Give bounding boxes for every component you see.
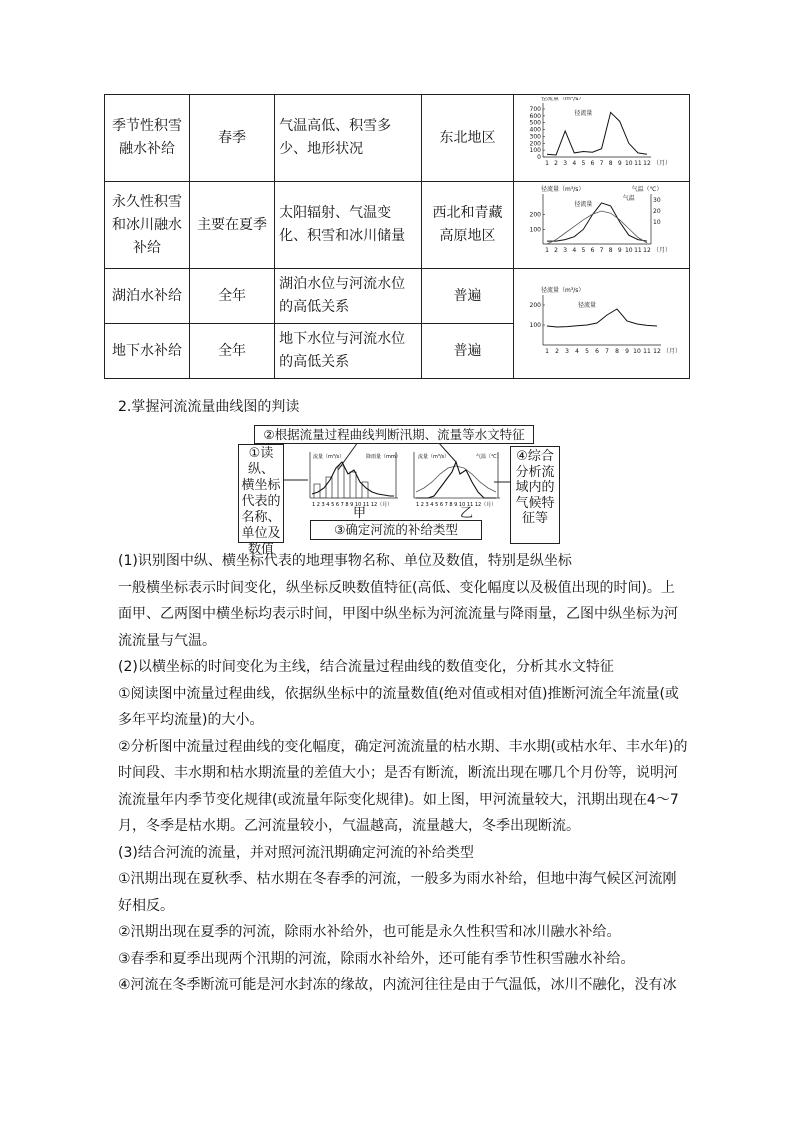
box-line: 代表的 [241,494,281,509]
series-line [547,211,647,244]
box-line: 征等 [521,511,548,526]
y-tick-label: 0 [537,154,542,161]
region-cell: 普遍 [422,269,513,324]
x-tick-label: 3 [565,347,570,355]
x-tick-label: 5 [581,160,586,167]
x-axis-label: （月） [653,247,672,254]
supply-type-cell: 季节性积雪融水补给 [105,95,190,182]
region-cell: 东北地区 [422,95,513,182]
temperature-line [416,466,496,492]
y-tick-label: 200 [529,140,542,148]
box-line: 名称、 [241,510,281,525]
box-line: ④综合 [516,449,554,464]
paragraph: 一般横坐标表示时间变化，纵坐标反映数值特征(高低、变化幅度以及极值出现的时间)。上面甲、乙两图中横坐标均表示时间，甲图中纵坐标为河流流量与降雨量，乙图中纵坐标为河流流量与气温。 [118,579,678,649]
x-tick-label: 12 [643,160,652,167]
season-cell: 全年 [190,269,275,324]
x-tick-label: 12 [643,247,652,254]
x-tick-label: 11 [634,247,643,254]
season-cell: 主要在夏季 [190,182,275,269]
x-tick-label: 10 [625,160,633,167]
supply-type-cell: 永久性积雪和冰川融水补给 [105,182,190,269]
region-cell: 普遍 [422,324,513,379]
seasonal-snow-runoff-chart [521,97,681,171]
factors-cell: 气温高低、积雪多少、地形状况 [275,95,422,182]
y2-tick-label: 30 [653,197,661,204]
series-line [547,309,657,327]
factors-cell: 地下水位与河流水位的高低关系 [275,324,422,379]
x-tick-label: 10 [625,247,633,254]
supply-type-cell: 地下水补给 [105,324,190,379]
series-name-label: 气温 [623,195,636,202]
box-line: 气候特 [515,495,555,511]
paragraph: ④河流在冬季断流可能是河水封冻的缘故，内流河往往是由于气温低，冰川不融化，没有冰 [118,977,677,993]
region-cell: 西北和青藏高原地区 [422,182,513,269]
x-tick-label: 3 [563,160,568,167]
box-line: 分析流 [515,464,555,480]
supply-type-cell: 湖泊水补给 [105,269,190,324]
body-text [118,548,688,999]
x-tick-label: 8 [615,347,620,355]
x-tick-label: 9 [618,247,622,254]
box-line: 单位及 [241,526,281,541]
chart-label-jia: 甲 [353,506,367,521]
y-tick-label: 100 [529,147,542,155]
y-tick-label: 200 [529,211,542,219]
chart-cell [513,182,689,269]
y2-axis-label: 气温（℃） [631,186,663,193]
paragraph: ②分析图中流量过程曲线的变化幅度，确定河流流量的枯水期、丰水期(或枯水年、丰水年)的时间段、丰水期和枯水期流量的差值大小；是否有断流，断流出现在哪几个月份等，说明河流流量年内季节变化规律(或流量年际变化规律)。如上图，甲河流量较大，汛期出现在4～7月，冬季是枯水期。乙河流量较小，气温越高，流量越大，冬季出现断流。 [118,738,688,834]
x-tick-label: 6 [595,347,600,355]
y-tick-label: 200 [529,301,542,309]
axis-label-text: 流量（m³/s） [313,454,345,460]
x-tick-label: 4 [572,160,577,167]
x-tick-label: 9 [618,160,622,167]
x-tick-label: 4 [572,247,577,254]
x-tick-label: 2 [554,160,559,167]
x-tick-label: 3 [563,247,568,254]
x-tick-label: 11 [634,160,643,167]
box-line: 域内的 [515,480,555,495]
factors-cell: 湖泊水位与河流水位的高低关系 [275,269,422,324]
series-line [547,112,647,155]
axis-ticks-text: 1 2 3 4 5 6 7 8 9 10 11 12（月） [416,502,497,508]
paragraph: (2)以横坐标的时间变化为主线，结合流量过程曲线的数值变化，分析其水文特征 [118,659,614,675]
x-tick-label: 1 [545,347,550,355]
x-tick-label: 7 [599,247,604,254]
x-tick-label: 9 [625,347,630,355]
factors-cell: 太阳辐射、气温变化、积雪和冰川储量 [275,182,422,269]
y-axis-label: 径流量（m³/s） [541,286,585,294]
y-tick-label: 500 [529,119,542,127]
table-row [105,95,690,182]
axis-label-text: 流量（m³/s） [418,454,450,460]
series-name-label: 径流量 [574,110,593,117]
x-tick-label: 7 [605,347,610,355]
x-tick-label: 6 [590,160,595,167]
x-tick-label: 1 [545,247,550,254]
x-tick-label: 8 [609,160,613,167]
section-heading: 2.掌握河流流量曲线图的判读 [118,399,300,415]
chart-cell [513,95,689,182]
x-tick-label: 2 [554,247,559,254]
x-tick-label: 6 [590,247,595,254]
y-tick-label: 400 [529,126,542,134]
y-axis-label: 径流量（m³/s） [541,186,585,193]
step2-box: ②根据流量过程曲线判断汛期、流量等水文特征 [254,425,534,444]
y-tick-label: 100 [529,321,542,329]
x-axis-label: （月） [653,160,672,167]
step1-box [238,444,284,557]
y2-tick-label: 20 [653,208,661,215]
box-line: 数值 [247,542,274,557]
y-tick-label: 700 [529,106,542,113]
x-tick-label: 2 [555,347,560,355]
box-line: 横坐标 [241,478,281,493]
x-tick-label: 1 [545,160,550,167]
table-row [105,269,690,324]
glacier-runoff-chart [521,184,681,258]
paragraph: ①汛期出现在夏秋季、枯水期在冬春季的河流，一般多为雨水补给，但地中海气候区河流刚好相反。 [118,871,677,914]
supply-type-table [104,94,690,379]
x-tick-label: 5 [585,347,590,355]
box-line: ①读纵、 [247,446,274,477]
x-tick-label: 7 [599,160,604,167]
x-tick-label: 5 [581,247,586,254]
chart-label-yi: 乙 [460,506,474,521]
hydrograph-reading-figure [238,422,560,557]
lake-groundwater-runoff-chart [521,277,681,363]
y-tick-label: 300 [529,133,542,141]
chart-cell [513,269,689,379]
x-tick-label: 12 [653,347,662,355]
step3-box: ③确定河流的补给类型 [310,520,482,540]
paragraph: ③春季和夏季出现两个汛期的河流，除雨水补给外，还可能有季节性积雪融水补给。 [118,950,635,967]
axis-ticks-text: 1 2 3 4 5 6 7 8 9 10 11 12（月） [312,502,393,508]
y2-tick-label: 10 [653,219,661,226]
axis-label-text: 气温（℃） [476,454,502,460]
step4-box [510,446,560,544]
table-row [105,182,690,269]
x-tick-label: 4 [575,347,580,355]
paragraph: ②汛期出现在夏季的河流，除雨水补给外，也可能是永久性积雪和冰川融水补给。 [118,924,621,940]
series-name-label: 径流量 [578,301,597,309]
runoff-line [416,462,496,498]
season-cell: 春季 [190,95,275,182]
x-tick-label: 11 [643,347,652,355]
x-axis-label: （月） [663,347,682,355]
paragraph: (3)结合河流的流量，并对照河流汛期确定河流的补给类型 [118,844,474,861]
y-axis-label: 径流量（m³/s） [541,97,585,102]
paragraph: ①阅读图中流量过程曲线，依据纵坐标中的流量数值(绝对值或相对值)推断河流全年流量(或多年平均流量)的大小。 [118,685,679,728]
axis-label-text: 降雨量（mm） [366,454,401,460]
series-name-label: 径流量 [574,201,593,208]
x-tick-label: 8 [609,247,613,254]
paragraph: (1)识别图中纵、横坐标代表的地理事物名称、单位及数值，特别是纵坐标 [118,553,572,569]
x-tick-label: 10 [633,347,642,355]
y-tick-label: 600 [529,112,542,120]
runoff-line [312,462,394,496]
y-tick-label: 100 [529,226,542,234]
season-cell: 全年 [190,324,275,379]
